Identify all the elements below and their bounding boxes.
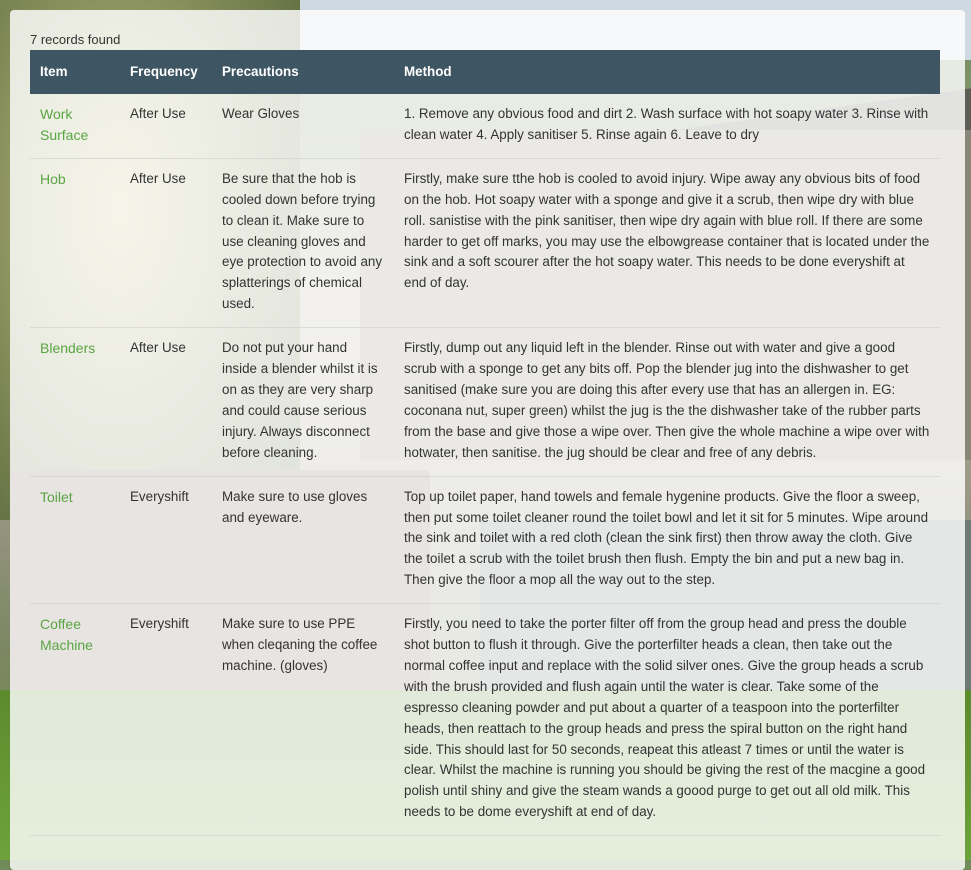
cell-item[interactable]: Hob	[30, 158, 120, 327]
cell-item[interactable]: Work Surface	[30, 94, 120, 158]
records-count: 7 records found	[30, 32, 121, 47]
cell-frequency: After Use	[120, 94, 212, 158]
cell-method: Firstly, make sure tthe hob is cooled to avoid injury. Wipe away any obvious bits of food on the hob. Hot soapy water with a sponge and give it a scrub, then wipe dry with blue roll. sanistise with the pink sanitiser, then wipe dry again with blue roll. If there are some harder to get off marks, you may use the elbowgrease container that is located under the sink and a soft scourer after the hot soapy water. This needs to be done everyshift at end of day.	[394, 158, 940, 327]
cell-precautions: Make sure to use gloves and eyeware.	[212, 476, 394, 604]
cell-precautions: Make sure to use PPE when cleqaning the coffee machine. (gloves)	[212, 604, 394, 836]
header-item[interactable]: Item	[30, 50, 120, 94]
cell-precautions: Wear Gloves	[212, 94, 394, 158]
cell-frequency: After Use	[120, 158, 212, 327]
cell-method: Top up toilet paper, hand towels and female hygenine products. Give the floor a sweep, then put some toilet cleaner round the toilet bowl and let it sit for 5 minutes. Wipe around the sink and toilet with a red cloth (clean the sink first) then throw away the cloth. Give the toilet a scrub with the toilet brush then flush. Empty the bin and put a new bag in. Then give the floor a mop all the way out to the step.	[394, 476, 940, 604]
cell-method: Firstly, dump out any liquid left in the blender. Rinse out with water and give a good scrub with a sponge to get any bits off. Pop the blender jug into the dishwasher to get sanitised (make sure you are doing this after every use that has an allergen in. EG: coconana nut, super green) whilst the jug is the the dishwasher take of the rubber parts from the base and give those a wipe over. Then give the whole machine a wipe over with hotwater, then sanitise. the jug should be clear and free of any debris.	[394, 328, 940, 476]
cell-frequency: After Use	[120, 328, 212, 476]
cell-precautions: Be sure that the hob is cooled down before trying to clean it. Make sure to use cleaning gloves and eye protection to avoid any splatterings of chemical used.	[212, 158, 394, 327]
cell-item[interactable]: Blenders	[30, 328, 120, 476]
cell-method: 1. Remove any obvious food and dirt 2. Wash surface with hot soapy water 3. Rinse with clean water 4. Apply sanitiser 5. Rinse again 6. Leave to dry	[394, 94, 940, 158]
cell-item[interactable]: Toilet	[30, 476, 120, 604]
cleaning-schedule-table	[30, 50, 940, 836]
cell-precautions: Do not put your hand inside a blender whilst it is on as they are very sharp and could cause serious injury. Always disconnect before cleaning.	[212, 328, 394, 476]
table-header-row	[30, 50, 940, 94]
header-precautions[interactable]: Precautions	[212, 50, 394, 94]
cell-frequency: Everyshift	[120, 604, 212, 836]
table-row	[30, 158, 940, 327]
table-row	[30, 476, 940, 604]
cell-method: Firstly, you need to take the porter filter off from the group head and press the double shot button to flush it through. Give the porterfilter heads a clean, then take out the normal coffee input and replace with the solid silver ones. Give the group heads a scrub with the brush provided and flush again until the water is clear. Take some of the espresso cleaning powder and put about a quarter of a teaspoon into the porterfilter heads, then reattach to the group heads and press the spiral button on the right hand side. This should last for 50 seconds, reapeat this atleast 7 times or until the water is clear. Whilst the machine is running you should be giving the rest of the macgine a good polish until shiny and give the steam wands a goood purge to get out all old milk. This needs to be dome everyshift at end of day.	[394, 604, 940, 836]
table-row	[30, 604, 940, 836]
table-row	[30, 328, 940, 476]
table-row	[30, 94, 940, 158]
cell-item[interactable]: Coffee Machine	[30, 604, 120, 836]
header-method[interactable]: Method	[394, 50, 940, 94]
header-frequency[interactable]: Frequency	[120, 50, 212, 94]
cell-frequency: Everyshift	[120, 476, 212, 604]
